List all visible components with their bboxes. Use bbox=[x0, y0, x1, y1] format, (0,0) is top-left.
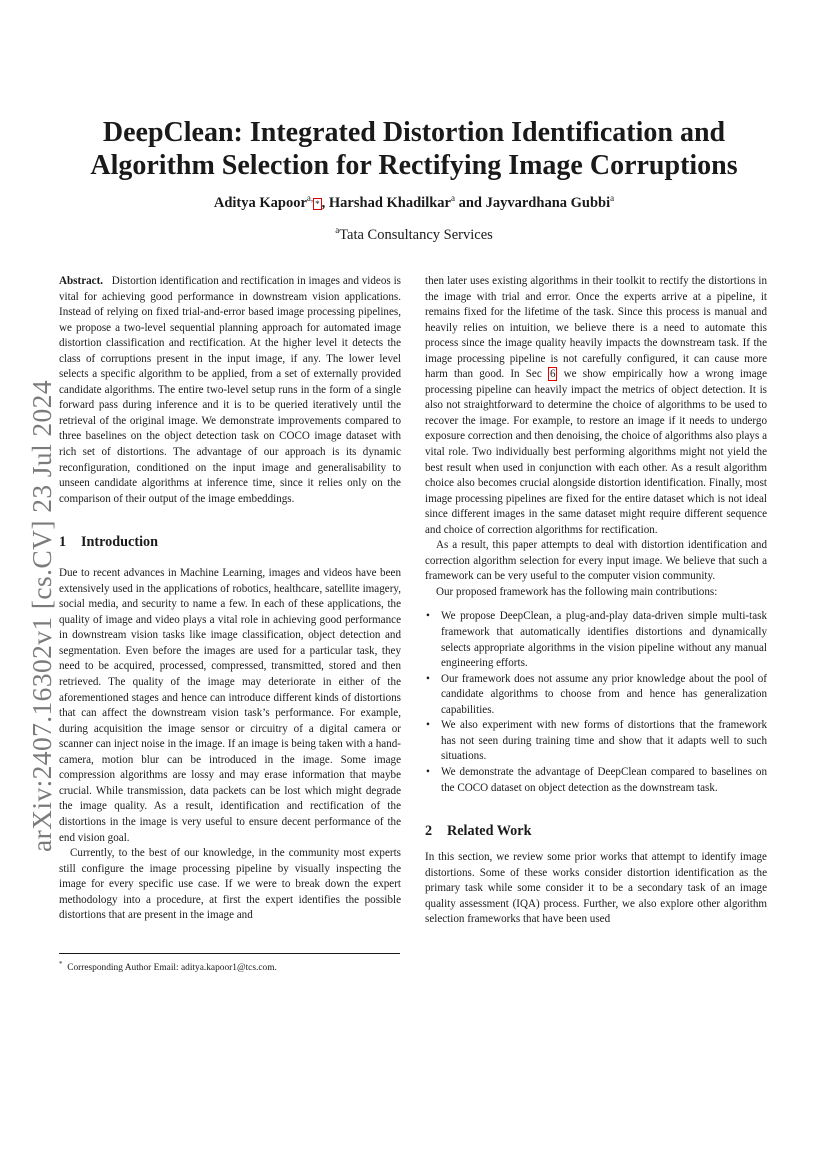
section-number: 2 bbox=[425, 823, 433, 840]
author-separator: and bbox=[454, 194, 486, 211]
list-item bbox=[425, 672, 767, 719]
author-affil-mark: a bbox=[450, 193, 455, 203]
intro-paragraph: Due to recent advances in Machine Learning, images and videos have been extensively used in the applications of robotics, healthcare, satellite imagery, social media, and security to name a few. In each of these applications, the quality of image and video plays a vital role in achieving good performance in downstream vision tasks like image classification, object detection and segmentation. Even before the images are used for a particular task, they need to be acquired, processed, compressed, transmitted, stored and then retrieved. The quality of the image may deteriorate in either of the aforementioned stages and hence can introduce different kinds of distortions that can affect the downstream vision task’s performance. For example, during acquisition the image sensor or circuitry of a digital camera or scanner can inject noise in the image. If an image is being taken with a hand-camera, motion blur can be introduced in the image. Some image compression algorithms are lossy and may erase information that maybe crucial. While transmission, data packets can be lost which might degrade the image quality. As a result, identification and rectification of the distortions in the image is very useful to ensure decent performance of the end vision goal. bbox=[59, 567, 401, 844]
affiliation-name: Tata Consultancy Services bbox=[339, 226, 493, 243]
affiliation bbox=[60, 220, 768, 245]
author-affil-mark: a bbox=[306, 193, 311, 203]
affiliation-mark: a bbox=[335, 225, 340, 235]
paper-title: DeepClean: Integrated Distortion Identification and Algorithm Selection for Rectifying Image Corruptions bbox=[90, 117, 738, 181]
list-item-text: We also experiment with new forms of distortions that the framework has not seen during training time and show that it adapts well to such situations. bbox=[441, 719, 767, 763]
bullet-icon: • bbox=[426, 672, 430, 685]
left-column bbox=[59, 274, 401, 924]
intro-paragraph: Our proposed framework has the following main contributions: bbox=[436, 585, 718, 598]
author-name: Harshad Khadilkar bbox=[328, 194, 451, 211]
footnote-text: Corresponding Author Email: aditya.kapoor1@tcs.com. bbox=[67, 963, 277, 974]
list-item-text: We demonstrate the advantage of DeepClean compared to baselines on the COCO dataset on object detection as the downstream task. bbox=[441, 765, 767, 794]
intro-paragraph: Currently, to the best of our knowledge, in the community most experts still configure the image processing pipeline by visually inspecting the image for every specific use case. If we were to break down the expert methodology into a procedure, at first the expert identifies the possible distortions that are present in the image and bbox=[59, 847, 401, 922]
intro-paragraph: As a result, this paper attempts to deal with distortion identification and correction algorithm selection for every input image. We believe that such a framework can be very useful to the computer vision community. bbox=[425, 539, 767, 583]
section-reference-link[interactable]: 6 bbox=[549, 368, 556, 381]
bullet-icon: • bbox=[426, 765, 430, 778]
section-number: 1 bbox=[59, 534, 67, 551]
list-item bbox=[425, 718, 767, 765]
section-heading-introduction bbox=[59, 533, 401, 551]
footnote-link[interactable]: * bbox=[315, 198, 320, 209]
footnote bbox=[59, 958, 401, 975]
abstract-label: Abstract. bbox=[59, 275, 104, 287]
right-column bbox=[425, 274, 767, 928]
arxiv-identifier-text: arXiv:2407.16302v1 [cs.CV] 23 Jul 2024 bbox=[26, 380, 58, 852]
contributions-list bbox=[425, 609, 767, 796]
section-title: Introduction bbox=[81, 534, 158, 551]
author-name: Jayvardhana Gubbi bbox=[485, 194, 611, 211]
paragraph-text: then later uses existing algorithms in their toolkit to rectify the distortions in the image with trial and error. Once the experts arrive at a pipeline, it remains fixed for the lifetime of the task. Since this process is manual and heavily relies on intuition, we believe there is a need to automate this process since the image quality heavily impacts the downstream task. If the image processing pipeline is not carefully configured, it can cause more harm than good. In Sec bbox=[425, 275, 767, 381]
author-list: Aditya Kapoor$^{a,}$* , Harshad Khadilkar$^a$ and Jayvardhana Gubbi$^a$ bbox=[213, 193, 615, 211]
footnote-rule bbox=[59, 953, 400, 954]
author-separator: , bbox=[321, 194, 329, 211]
list-item-text: We propose DeepClean, a plug-and-play data-driven simple multi-task framework that automatically identifies distortions and dynamically selects appropriate algorithms in the vision pipeline without any manual engineering efforts. bbox=[441, 610, 767, 670]
author-affil-mark: a bbox=[610, 193, 615, 203]
list-item bbox=[425, 609, 767, 671]
bullet-icon: • bbox=[426, 719, 430, 732]
related-work-paragraph: In this section, we review some prior works that attempt to identify image distortions. Some of these works consider distortion identification as the primary task while some consider it to be a secondary task of an image quality assessment (IQA) process. Further, we also explore other algorithm selection frameworks that have been used bbox=[425, 851, 767, 926]
section-heading-related-work bbox=[425, 822, 767, 840]
footnote-mark: * bbox=[59, 960, 63, 968]
list-item-text: Our framework does not assume any prior knowledge about the pool of candidate algorithms to choose from and hence has generalization capabilities. bbox=[441, 672, 767, 716]
abstract bbox=[59, 274, 401, 507]
author-name: Aditya Kapoor bbox=[213, 194, 307, 211]
bullet-icon: • bbox=[426, 610, 430, 623]
list-item bbox=[425, 765, 767, 796]
intro-paragraph bbox=[425, 274, 767, 538]
section-title: Related Work bbox=[447, 823, 532, 840]
abstract-text: Distortion identification and rectification in images and videos is vital for achieving good performance in downstream vision applications. Instead of relying on fixed trial-and-error based image processing pipelines, we propose a two-level sequential planning approach for automated image distortion classification and rectification. At the higher level it detects the class of corruptions present in the input image, if any. The lower level selects a specific algorithm to be applied, from a set of externally provided candidate algorithms. The entire two-level setup runs in the form of a single forward pass during inference and it is to be queried iteratively until the retrieval of the original image. We demonstrate improvements compared to three baselines on the object detection task on COCO image dataset with rich set of distortions. The advantage of our approach is its dynamic reconfiguration, conditioned on the input image and generalisability to unseen candidate algorithms at inference time, since it relies only on the comparison of their output of the image embeddings. bbox=[59, 275, 401, 505]
paragraph-text: we show empirically how a wrong image processing pipeline can heavily impact the metrics of object detection. It is also not straightforward to determine the choice of algorithms to be used to recover the image. For example, to restore an image if it needs to undergo exposure correction and then denoising, the choice of algorithms also plays a vital role. Two individually best performing algorithms might not yield the best result when used in conjunction with each other. As a result algorithm choice also becomes crucial alongside distortion identification. Finally, most image processing pipelines are fixed for the entire dataset which is not ideal since different images in the same dataset might require different sequence and choice of correction algorithms for rectification. bbox=[425, 368, 767, 536]
